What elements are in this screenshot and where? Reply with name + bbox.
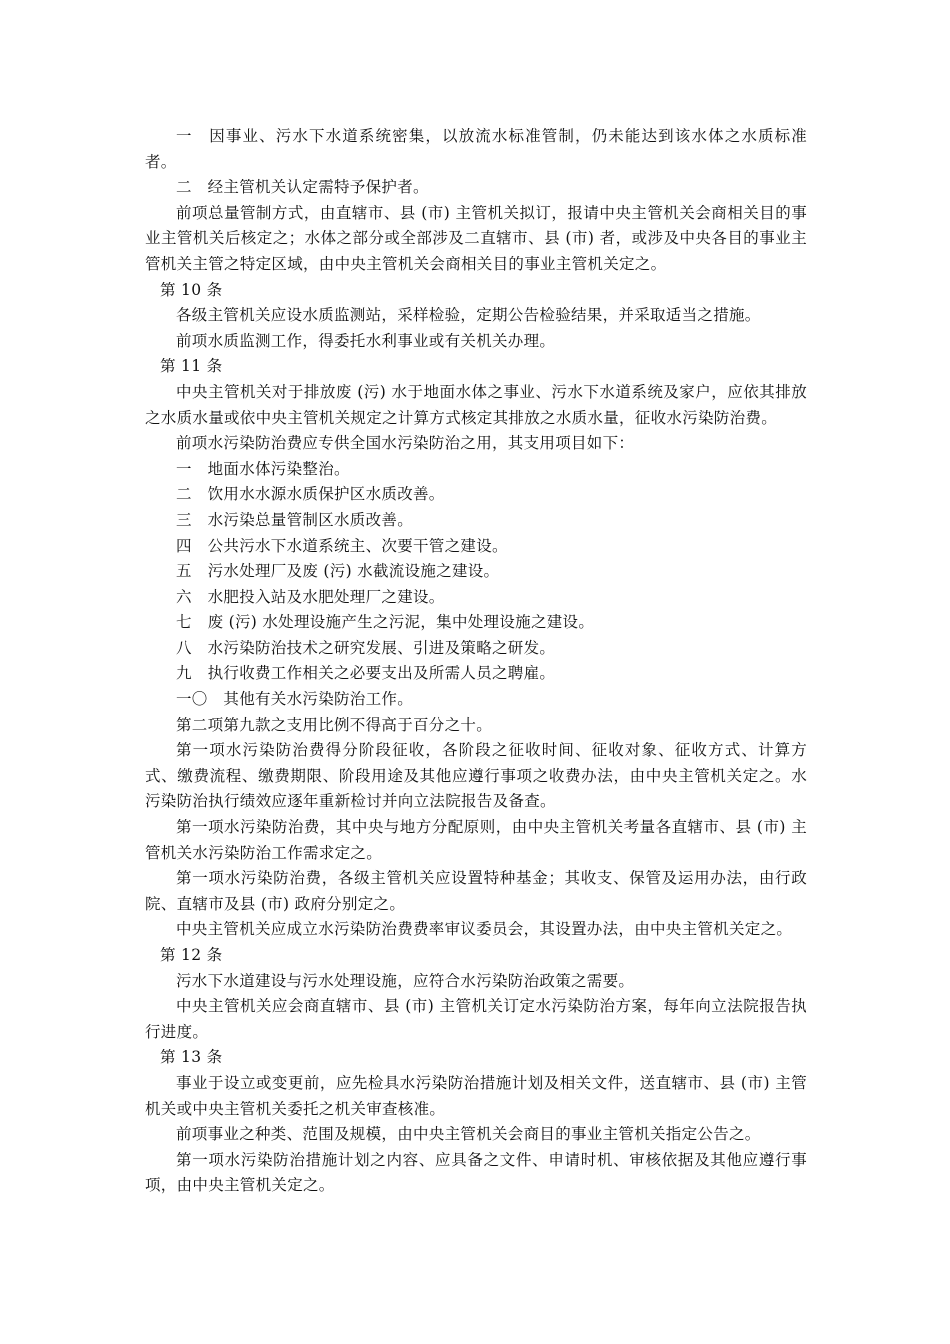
paragraph: 前项总量管制方式，由直辖市、县 (市) 主管机关拟订，报请中央主管机关会商相关目的事业主管机关后核定之；水体之部分或全部涉及二直辖市、县 (市) 者，或涉及中央各目的事业主管机关主管之特定区域，由中央主管机关会商相关目的事业主管机关定之。 [145, 203, 807, 273]
paragraph: 第二项第九款之支用比例不得高于百分之十。 [176, 715, 493, 734]
paragraph: 一 地面水体污染整治。 [176, 459, 350, 478]
paragraph: 事业于设立或变更前，应先检具水污染防治措施计划及相关文件，送直辖市、县 (市) 主管机关或中央主管机关委托之机关审查核准。 [145, 1073, 807, 1118]
paragraph: 各级主管机关应设水质监测站，采样检验，定期公告检验结果，并采取适当之措施。 [176, 306, 761, 325]
paragraph: 九 执行收费工作相关之必要支出及所需人员之聘雇。 [176, 664, 556, 683]
paragraph: 一〇 其他有关水污染防治工作。 [176, 690, 414, 709]
document-body [145, 124, 807, 1199]
paragraph: 第一项水污染防治费得分阶段征收，各阶段之征收时间、征收对象、征收方式、计算方式、缴费流程、缴费期限、阶段用途及其他应遵行事项之收费办法，由中央主管机关定之。水污染防治执行绩效应逐年重新检讨并向立法院报告及备查。 [145, 741, 807, 811]
paragraph: 第一项水污染防治费，各级主管机关应设置特种基金；其收支、保管及运用办法，由行政院、直辖市及县 (市) 政府分别定之。 [145, 869, 807, 913]
paragraph: 六 水肥投入站及水肥处理厂之建设。 [176, 587, 445, 606]
paragraph: 第一项水污染防治费，其中央与地方分配原则，由中央主管机关考量各直辖市、县 (市) 主管机关水污染防治工作需求定之。 [145, 818, 807, 862]
paragraph: 第一项水污染防治措施计划之内容、应具备之文件、申请时机、审核依据及其他应遵行事项，由中央主管机关定之。 [145, 1150, 807, 1195]
paragraph: 污水下水道建设与污水处理设施，应符合水污染防治政策之需要。 [176, 971, 635, 990]
paragraph: 前项事业之种类、范围及规模，由中央主管机关会商目的事业主管机关指定公告之。 [176, 1125, 761, 1144]
paragraph: 二 经主管机关认定需特予保护者。 [176, 178, 429, 197]
article-heading: 第 10 条 [160, 280, 223, 299]
article-heading: 第 13 条 [160, 1048, 223, 1067]
paragraph: 三 水污染总量管制区水质改善。 [176, 510, 414, 529]
paragraph: 二 饮用水水源水质保护区水质改善。 [176, 485, 445, 504]
paragraph: 四 公共污水下水道系统主、次要干管之建设。 [176, 536, 508, 555]
paragraph: 一 因事业、污水下水道系统密集，以放流水标准管制，仍未能达到该水体之水质标准者。 [145, 127, 807, 171]
paragraph: 前项水污染防治费应专供全国水污染防治之用，其支用项目如下： [176, 434, 635, 453]
paragraph: 七 废 (污) 水处理设施产生之污泥，集中处理设施之建设。 [176, 613, 595, 632]
paragraph: 八 水污染防治技术之研究发展、引进及策略之研发。 [176, 638, 556, 657]
paragraph: 中央主管机关应会商直辖市、县 (市) 主管机关订定水污染防治方案，每年向立法院报告执行进度。 [145, 997, 807, 1041]
paragraph: 五 污水处理厂及废 (污) 水截流设施之建设。 [176, 562, 500, 581]
paragraph: 中央主管机关对于排放废 (污) 水于地面水体之事业、污水下水道系统及家户，应依其排放之水质水量或依中央主管机关规定之计算方式核定其排放之水质水量，征收水污染防治费。 [145, 382, 807, 427]
paragraph: 前项水质监测工作，得委托水利事业或有关机关办理。 [176, 331, 556, 350]
article-heading: 第 12 条 [160, 946, 223, 964]
article-heading: 第 11 条 [160, 357, 223, 376]
paragraph: 中央主管机关应成立水污染防治费费率审议委员会，其设置办法，由中央主管机关定之。 [176, 920, 793, 939]
